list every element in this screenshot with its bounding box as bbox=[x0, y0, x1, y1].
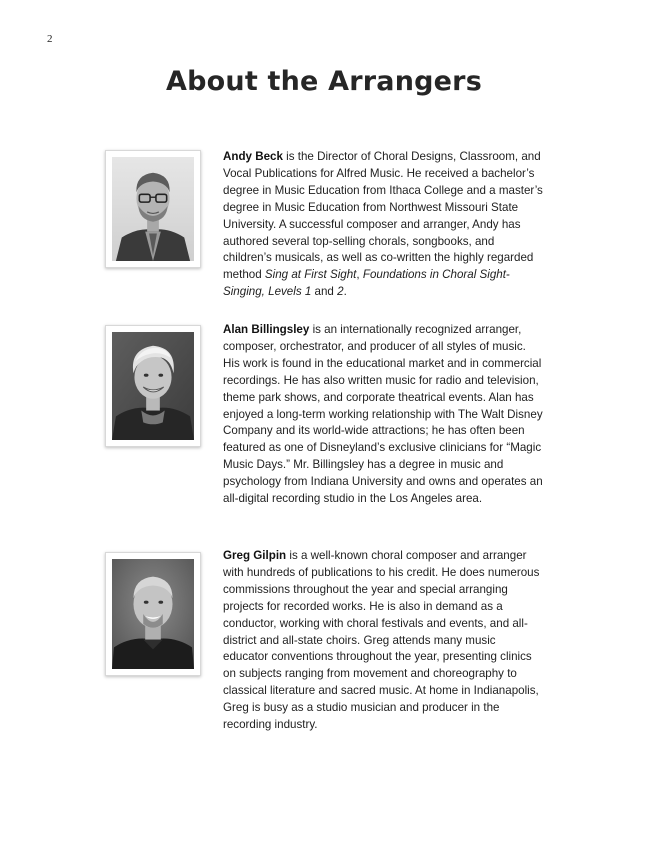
bio-body: . bbox=[343, 285, 347, 299]
portrait-photo bbox=[105, 325, 201, 447]
bio-body: and bbox=[311, 285, 338, 299]
bio-body: is a well-known choral composer and arranger with hundreds of publications to his credit. He does numerous commissions throughout the year and special arranging projects for recorded works. He is also in demand as a conductor, working with choral festivals and events, and all-district and all-state choirs. Greg attends many music educator conventions throughout the year, presenting clinics on subjects ranging from movement and choreography to classical literature and sacred music. At home in Indianapolis, Greg is busy as a studio musician and producer in the recording industry. bbox=[223, 549, 540, 732]
book-title: Sing at First Sight bbox=[264, 268, 357, 282]
portrait-image bbox=[112, 157, 194, 261]
bio-text bbox=[223, 548, 543, 734]
arranger-name: Andy Beck bbox=[223, 150, 283, 163]
portrait-photo bbox=[105, 552, 201, 676]
portrait-photo bbox=[105, 150, 201, 268]
arranger-name: Greg Gilpin bbox=[223, 549, 287, 562]
bio-body: is the Director of Choral Designs, Classroom, and Vocal Publications for Alfred Music. He received a bachelor’s degree in Music Education from Ithaca College and a master’s degree in Music Education from Northwest Missouri State University. A successful composer and arranger, Andy has authored several top-selling chorals, songbooks, and children’s musicals, as well as co-written the highly regarded method bbox=[223, 150, 543, 282]
portrait-image bbox=[112, 559, 194, 669]
page-number: 2 bbox=[47, 33, 53, 45]
book-title: Foundations in Choral Sight-Singing, Levels 1 bbox=[223, 268, 510, 299]
bio-body: is an internationally recognized arranger, composer, orchestrator, and producer of all styles of music. His work is found in the educational market and in commercial recordings. He has also written music for radio and television, theme park shows, and corporate theatrical events. Alan has enjoyed a long-term working relationship with The Walt Disney Company and its world-wide attractions; he has often been featured as one of Disneyland’s exclusive clinicians for “Magic Music Days.” Mr. Billingsley has a degree in music and psychology from Indiana University and owns and operates an all-digital recording studio in the Los Angeles area. bbox=[223, 323, 543, 506]
bio-text bbox=[223, 322, 543, 508]
page-title: About the Arrangers bbox=[166, 66, 482, 97]
book-title: 2 bbox=[337, 285, 344, 299]
portrait-image bbox=[112, 332, 194, 440]
bio-text bbox=[223, 149, 543, 301]
bio-body: , bbox=[356, 268, 363, 282]
arranger-name: Alan Billingsley bbox=[223, 323, 310, 336]
